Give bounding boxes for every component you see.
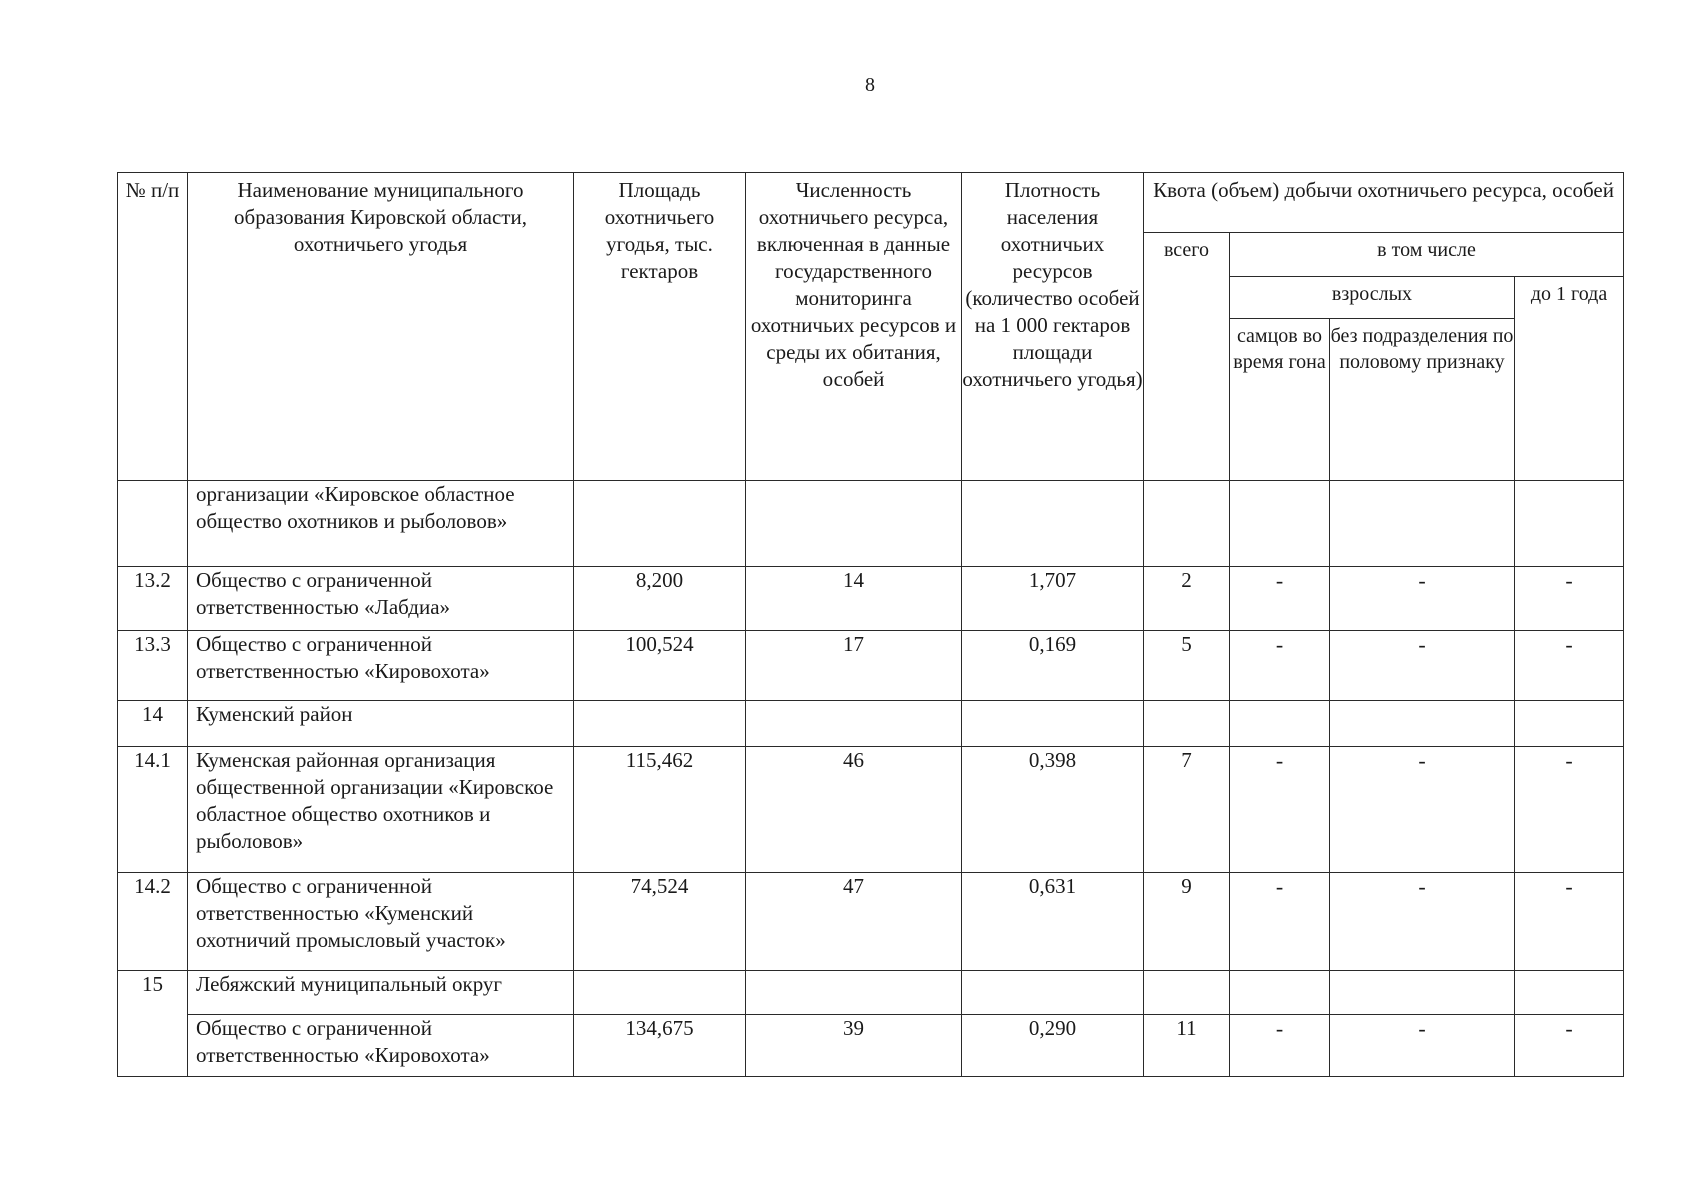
table-row <box>118 567 1624 631</box>
row-area: 100,524 <box>574 631 746 701</box>
row-total: 7 <box>1144 747 1230 873</box>
row-count <box>746 701 962 747</box>
header-name: Наименование муниципального образования Кировской области, охотничьего угодья <box>188 173 574 481</box>
row-young: - <box>1515 747 1624 873</box>
row-area: 8,200 <box>574 567 746 631</box>
row-total: 9 <box>1144 873 1230 971</box>
header-density: Плотность населения охотничьих ресурсов (количество особей на 1 000 гектаров площади охотничьего угодья) <box>962 173 1144 481</box>
row-count: 46 <box>746 747 962 873</box>
row-area <box>574 971 746 1015</box>
row-young: - <box>1515 567 1624 631</box>
row-name: Куменская районная организация общественной организации «Кировское областное общество охотников и рыболовов» <box>188 747 574 873</box>
quota-table <box>117 172 1624 1077</box>
row-count: 47 <box>746 873 962 971</box>
row-young <box>1515 481 1624 567</box>
table-row <box>118 747 1624 873</box>
row-nosex: - <box>1330 631 1515 701</box>
row-area: 134,675 <box>574 1015 746 1077</box>
header-under-1-year: до 1 года <box>1515 277 1624 481</box>
row-total <box>1144 971 1230 1015</box>
table-row <box>118 631 1624 701</box>
row-count: 17 <box>746 631 962 701</box>
row-count <box>746 971 962 1015</box>
row-name: Куменский район <box>188 701 574 747</box>
row-name: организации «Кировское областное общество охотников и рыболовов» <box>188 481 574 567</box>
row-nosex: - <box>1330 1015 1515 1077</box>
row-area: 115,462 <box>574 747 746 873</box>
table-body <box>118 481 1624 1077</box>
table-row <box>118 1015 1624 1077</box>
row-count <box>746 481 962 567</box>
row-num: 14.1 <box>118 747 188 873</box>
table-row <box>118 481 1624 567</box>
row-total <box>1144 701 1230 747</box>
table-row <box>118 971 1624 1015</box>
row-young: - <box>1515 631 1624 701</box>
row-area <box>574 701 746 747</box>
row-males: - <box>1230 631 1330 701</box>
row-nosex: - <box>1330 567 1515 631</box>
row-total <box>1144 481 1230 567</box>
row-name: Общество с ограниченной ответственностью «Кировохота» <box>188 1015 574 1077</box>
row-young: - <box>1515 873 1624 971</box>
row-num: 15 <box>118 971 188 1077</box>
row-males <box>1230 971 1330 1015</box>
row-total: 2 <box>1144 567 1230 631</box>
row-name: Лебяжский муниципальный округ <box>188 971 574 1015</box>
header-no-sex-division: без подразделения по половому признаку <box>1330 319 1515 481</box>
row-name: Общество с ограниченной ответственностью «Кировохота» <box>188 631 574 701</box>
row-total: 5 <box>1144 631 1230 701</box>
row-young <box>1515 701 1624 747</box>
header-adults: взрослых <box>1230 277 1515 319</box>
header-num: № п/п <box>118 173 188 481</box>
row-count: 39 <box>746 1015 962 1077</box>
row-num: 14 <box>118 701 188 747</box>
row-name: Общество с ограниченной ответственностью «Лабдиа» <box>188 567 574 631</box>
row-num <box>118 481 188 567</box>
row-males: - <box>1230 747 1330 873</box>
row-density <box>962 701 1144 747</box>
header-count: Численность охотничьего ресурса, включенная в данные государственного мониторинга охотничьих ресурсов и среды их обитания, особей <box>746 173 962 481</box>
page-number: 8 <box>865 74 875 96</box>
row-area <box>574 481 746 567</box>
row-num: 13.3 <box>118 631 188 701</box>
row-males: - <box>1230 1015 1330 1077</box>
row-density <box>962 971 1144 1015</box>
row-total: 11 <box>1144 1015 1230 1077</box>
row-name: Общество с ограниченной ответственностью «Куменский охотничий промысловый участок» <box>188 873 574 971</box>
row-males: - <box>1230 567 1330 631</box>
row-density: 1,707 <box>962 567 1144 631</box>
row-males <box>1230 481 1330 567</box>
row-nosex: - <box>1330 873 1515 971</box>
row-males <box>1230 701 1330 747</box>
row-density: 0,631 <box>962 873 1144 971</box>
row-nosex <box>1330 481 1515 567</box>
row-nosex <box>1330 971 1515 1015</box>
row-density: 0,169 <box>962 631 1144 701</box>
row-density: 0,398 <box>962 747 1144 873</box>
table-row <box>118 873 1624 971</box>
row-num: 13.2 <box>118 567 188 631</box>
header-quota: Квота (объем) добычи охотничьего ресурса, особей <box>1144 173 1624 233</box>
header-males-rut: самцов во время гона <box>1230 319 1330 481</box>
row-density <box>962 481 1144 567</box>
table-row <box>118 701 1624 747</box>
row-num: 14.2 <box>118 873 188 971</box>
table-header <box>118 173 1624 481</box>
row-males: - <box>1230 873 1330 971</box>
row-area: 74,524 <box>574 873 746 971</box>
row-young: - <box>1515 1015 1624 1077</box>
header-including: в том числе <box>1230 233 1624 277</box>
row-young <box>1515 971 1624 1015</box>
row-count: 14 <box>746 567 962 631</box>
header-total: всего <box>1144 233 1230 481</box>
row-nosex: - <box>1330 747 1515 873</box>
row-nosex <box>1330 701 1515 747</box>
row-density: 0,290 <box>962 1015 1144 1077</box>
header-area: Площадь охотничьего угодья, тыс. гектаров <box>574 173 746 481</box>
